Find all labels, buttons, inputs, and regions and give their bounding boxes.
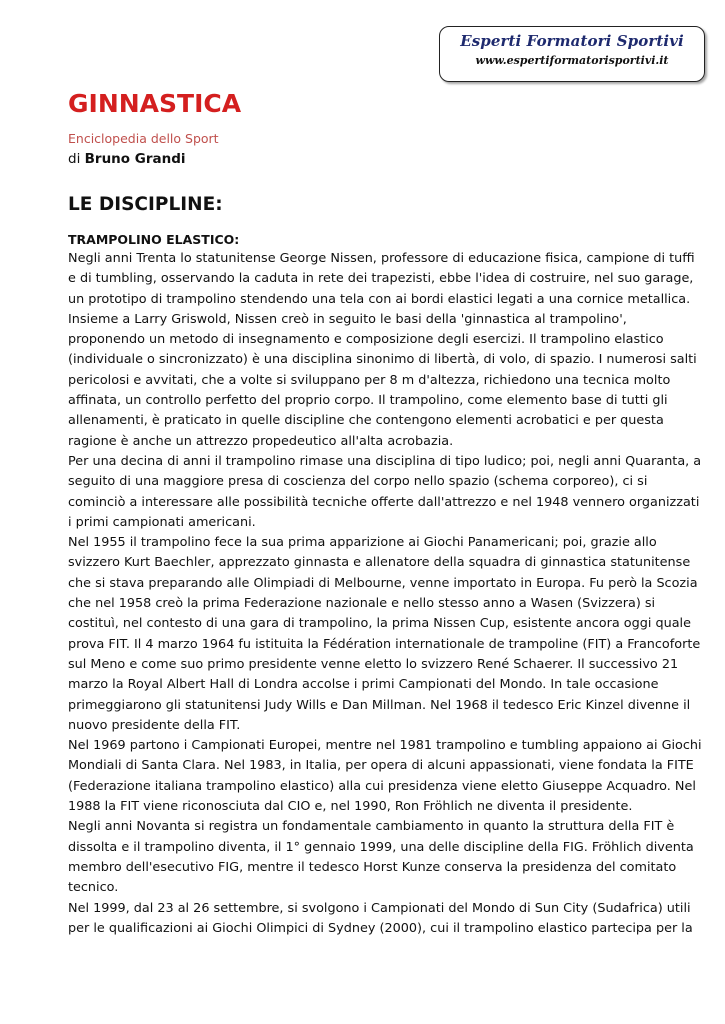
text-line: Negli anni Trenta lo statunitense George Nissen, professore di educazione fisica, campione di tuffi — [68, 251, 695, 266]
logo-url: www.espertiformatorisportivi.it — [475, 54, 669, 67]
text-line: Nel 1955 il trampolino fece la sua prima apparizione ai Giochi Panamericani; poi, grazie allo — [68, 535, 657, 551]
byline-prefix: di — [68, 151, 81, 167]
text-line: ragione è anche un attrezzo propedeutico all'alta acrobazia. — [68, 433, 454, 449]
section-heading: LE DISCIPLINE: — [68, 194, 223, 215]
text-line: costituì, nel contesto di una gara di trampolino, la prima Nissen Cup, esistente ancora oggi quale — [68, 616, 691, 632]
text-line: nuovo presidente della FIT. — [68, 717, 241, 733]
text-line: seguito di una maggiore presa di coscienza del corpo nello spazio (schema corporeo), ci si — [68, 474, 648, 490]
text-line: sul Meno e come suo primo presidente venne eletto lo svizzero René Schaerer. Il successivo 21 — [68, 656, 679, 672]
text-line: allenamenti, è praticato in quelle discipline che contengono elementi acrobatici e per questa — [68, 413, 664, 429]
document-subtitle: Enciclopedia dello Sport — [68, 131, 219, 146]
text-line: pericolosi e avvitati, che a volte si sviluppano per 8 m d'altezza, richiedono una tecnica molto — [68, 372, 671, 388]
text-line: Negli anni Novanta si registra un fondamentale cambiamento in quanto la struttura della FIT è — [68, 819, 675, 835]
text-line: (individuale o sincronizzato) è una disciplina sinonimo di libertà, di volo, di spazio. I numerosi salti — [68, 352, 697, 368]
text-line: cominciò a interessare alle possibilità tecniche offerte dall'attrezzo e nel 1948 vennero organizzati — [68, 494, 700, 510]
text-line: per le qualificazioni ai Giochi Olimpici di Sydney (2000), cui il trampolino elastico partecipa per la — [68, 920, 693, 936]
text-line: un prototipo di trampolino stendendo una tela con ai bordi elastici legati a una cornice metallica. — [68, 291, 691, 307]
text-line: che si stava preparando alle Olimpiadi di Melbourne, venne importato in Europa. Fu però la Scozia — [68, 575, 698, 591]
byline — [68, 151, 186, 167]
text-line: dissolta e il trampolino diventa, il 1° gennaio 1999, una delle discipline della FIG. Fröhlich diventa — [68, 839, 694, 855]
text-line: Nel 1999, dal 23 al 26 settembre, si svolgono i Campionati del Mondo di Sun City (Sudafrica) utili — [68, 900, 691, 916]
text-line: proponendo un metodo di insegnamento e composizione degli esercizi. Il trampolino elastico — [68, 332, 664, 348]
subsection-heading: TRAMPOLINO ELASTICO: — [68, 232, 240, 247]
document-title: GINNASTICA — [68, 89, 242, 118]
text-line: Mondiali di Santa Clara. Nel 1983, in Italia, per opera di alcuni appassionati, viene fondata la FITE — [68, 758, 694, 774]
author-name: Bruno Grandi — [84, 151, 186, 167]
text-line: svizzero Kurt Baechler, apprezzato ginnasta e allenatore della squadra di ginnastica statunitense — [68, 555, 691, 571]
text-line: Insieme a Larry Griswold, Nissen creò in seguito le basi della 'ginnastica al trampolino', — [68, 311, 627, 327]
text-line: prova FIT. Il 4 marzo 1964 fu istituita la Fédération internationale de trampoline (FIT) a Francoforte — [68, 636, 701, 652]
text-line: che nel 1958 creò la prima Federazione nazionale e nello stesso anno a Wasen (Svizzera) si — [68, 596, 656, 612]
text-line: i primi campionati americani. — [68, 514, 256, 530]
text-line: membro dell'esecutivo FIG, mentre il tedesco Horst Kunze conserva la presidenza del comitato — [68, 859, 677, 875]
body-text — [68, 249, 702, 939]
text-line: tecnico. — [68, 880, 119, 896]
text-line: 1988 la FIT viene riconosciuta dal CIO e, nel 1990, Ron Fröhlich ne diventa il presidente. — [68, 799, 633, 815]
text-line: primeggiarono gli statunitensi Judy Wills e Dan Millman. Nel 1968 il tedesco Eric Kinzel divenne il — [68, 697, 691, 713]
text-line: Per una decina di anni il trampolino rimase una disciplina di tipo ludico; poi, negli anni Quaranta, a — [68, 453, 702, 469]
text-line: affinata, un controllo perfetto del proprio corpo. Il trampolino, come elemento base di tutti gli — [68, 393, 668, 409]
text-line: Nel 1969 partono i Campionati Europei, mentre nel 1981 trampolino e tumbling appaiono ai Giochi — [68, 738, 702, 754]
brand-logo-box — [439, 26, 705, 82]
logo-title: Esperti Formatori Sportivi — [460, 32, 684, 50]
text-line: marzo la Royal Albert Hall di Londra accolse i primi Campionati del Mondo. In tale occasione — [68, 677, 659, 693]
text-line: (Federazione italiana trampolino elastico) alla cui presidenza viene eletto Giuseppe Acquadro. Nel — [68, 778, 696, 794]
text-line: e di tumbling, osservando la caduta in rete dei trapezisti, ebbe l'idea di costruire, nel suo garage, — [68, 271, 694, 287]
